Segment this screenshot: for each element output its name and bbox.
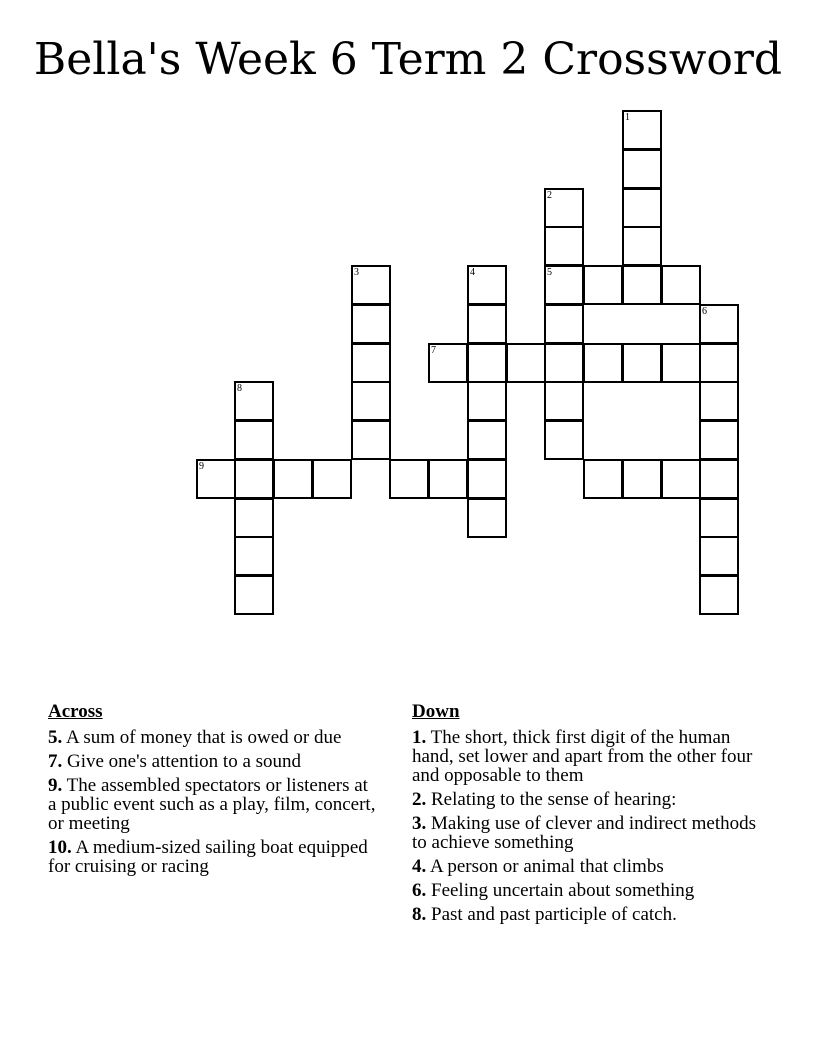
grid-cell[interactable] [467, 304, 507, 344]
down-clues [412, 702, 772, 929]
cell-number: 9 [199, 461, 204, 472]
grid-cell[interactable] [467, 381, 507, 421]
clue-text: A person or animal that climbs [429, 856, 664, 877]
clue-text: A sum of money that is owed or due [65, 727, 342, 748]
down-heading: Down [412, 701, 460, 722]
grid-cell[interactable] [583, 343, 623, 383]
grid-cell[interactable] [234, 498, 274, 538]
clue-text: Feeling uncertain about something [431, 880, 695, 901]
grid-cell[interactable] [389, 459, 429, 499]
grid-cell[interactable] [699, 575, 739, 615]
grid-cell[interactable] [622, 188, 662, 228]
grid-cell[interactable] [622, 226, 662, 266]
grid-cell[interactable] [506, 343, 546, 383]
grid-cell[interactable] [544, 304, 584, 344]
grid-cell[interactable] [467, 498, 507, 538]
grid-cell[interactable] [196, 459, 236, 499]
grid-cell[interactable] [428, 343, 468, 383]
grid-cell[interactable] [234, 459, 274, 499]
grid-cell[interactable] [622, 343, 662, 383]
grid-cell[interactable] [699, 381, 739, 421]
grid-cell[interactable] [544, 420, 584, 460]
across-heading: Across [48, 701, 103, 722]
grid-cell[interactable] [351, 420, 391, 460]
grid-cell[interactable] [622, 110, 662, 150]
clue-number: 9. [48, 775, 63, 796]
clue-text: Relating to the sense of hearing: [431, 789, 677, 810]
clue-number: 1. [412, 727, 427, 748]
grid-cell[interactable] [467, 459, 507, 499]
clue-text: The short, thick first digit of the human hand, set lower and apart from the other four and opposable to them [412, 727, 753, 786]
grid-cell[interactable] [622, 265, 662, 305]
grid-cell[interactable] [467, 265, 507, 305]
grid-cell[interactable] [699, 498, 739, 538]
cell-number: 3 [354, 267, 359, 278]
grid-cell[interactable] [699, 536, 739, 576]
grid-cell[interactable] [351, 304, 391, 344]
down-clue-4 [412, 857, 772, 876]
grid-cell[interactable] [699, 343, 739, 383]
clue-number: 6. [412, 880, 427, 901]
cell-number: 2 [547, 190, 552, 201]
across-clues [48, 702, 378, 881]
grid-cell[interactable] [428, 459, 468, 499]
grid-cell[interactable] [234, 575, 274, 615]
clue-number: 2. [412, 789, 427, 810]
grid-cell[interactable] [661, 265, 701, 305]
grid-cell[interactable] [351, 343, 391, 383]
grid-cell[interactable] [234, 381, 274, 421]
grid-cell[interactable] [544, 381, 584, 421]
down-clue-6 [412, 881, 772, 900]
grid-cell[interactable] [699, 420, 739, 460]
down-clue-2 [412, 790, 772, 809]
clue-text: The assembled spectators or listeners at a public event such as a play, film, concert, or meeting [48, 775, 376, 834]
across-clue-10 [48, 838, 378, 876]
cell-number: 1 [625, 112, 630, 123]
grid-cell[interactable] [583, 265, 623, 305]
clue-number: 4. [412, 856, 427, 877]
down-clue-8 [412, 905, 772, 924]
clue-number: 5. [48, 727, 63, 748]
grid-cell[interactable] [544, 188, 584, 228]
grid-cell[interactable] [351, 381, 391, 421]
grid-cell[interactable] [622, 459, 662, 499]
grid-cell[interactable] [467, 343, 507, 383]
grid-cell[interactable] [234, 420, 274, 460]
clue-number: 3. [412, 813, 427, 834]
grid-cell[interactable] [622, 149, 662, 189]
clue-number: 8. [412, 904, 427, 925]
grid-cell[interactable] [312, 459, 352, 499]
clue-number: 10. [48, 837, 72, 858]
grid-cell[interactable] [699, 304, 739, 344]
clue-text: Give one's attention to a sound [67, 751, 302, 772]
down-clue-3 [412, 814, 772, 852]
grid-cell[interactable] [544, 226, 584, 266]
clue-text: Past and past participle of catch. [431, 904, 677, 925]
cell-number: 4 [470, 267, 475, 278]
across-clue-5 [48, 728, 378, 747]
cell-number: 7 [431, 345, 436, 356]
page-title: Bella's Week 6 Term 2 Crossword [33, 34, 783, 85]
grid-cell[interactable] [467, 420, 507, 460]
grid-cell[interactable] [273, 459, 313, 499]
grid-cell[interactable] [583, 459, 623, 499]
cell-number: 8 [237, 383, 242, 394]
down-clue-1 [412, 728, 772, 785]
across-clue-7 [48, 752, 378, 771]
grid-cell[interactable] [661, 459, 701, 499]
across-clue-9 [48, 776, 378, 833]
cell-number: 6 [702, 306, 707, 317]
clue-number: 7. [48, 751, 63, 772]
grid-cell[interactable] [544, 343, 584, 383]
grid-cell[interactable] [351, 265, 391, 305]
cell-number: 5 [547, 267, 552, 278]
grid-cell[interactable] [699, 459, 739, 499]
grid-cell[interactable] [234, 536, 274, 576]
grid-cell[interactable] [661, 343, 701, 383]
clue-text: Making use of clever and indirect methods to achieve something [412, 813, 757, 853]
grid-cell[interactable] [544, 265, 584, 305]
clue-text: A medium-sized sailing boat equipped for cruising or racing [48, 837, 368, 877]
